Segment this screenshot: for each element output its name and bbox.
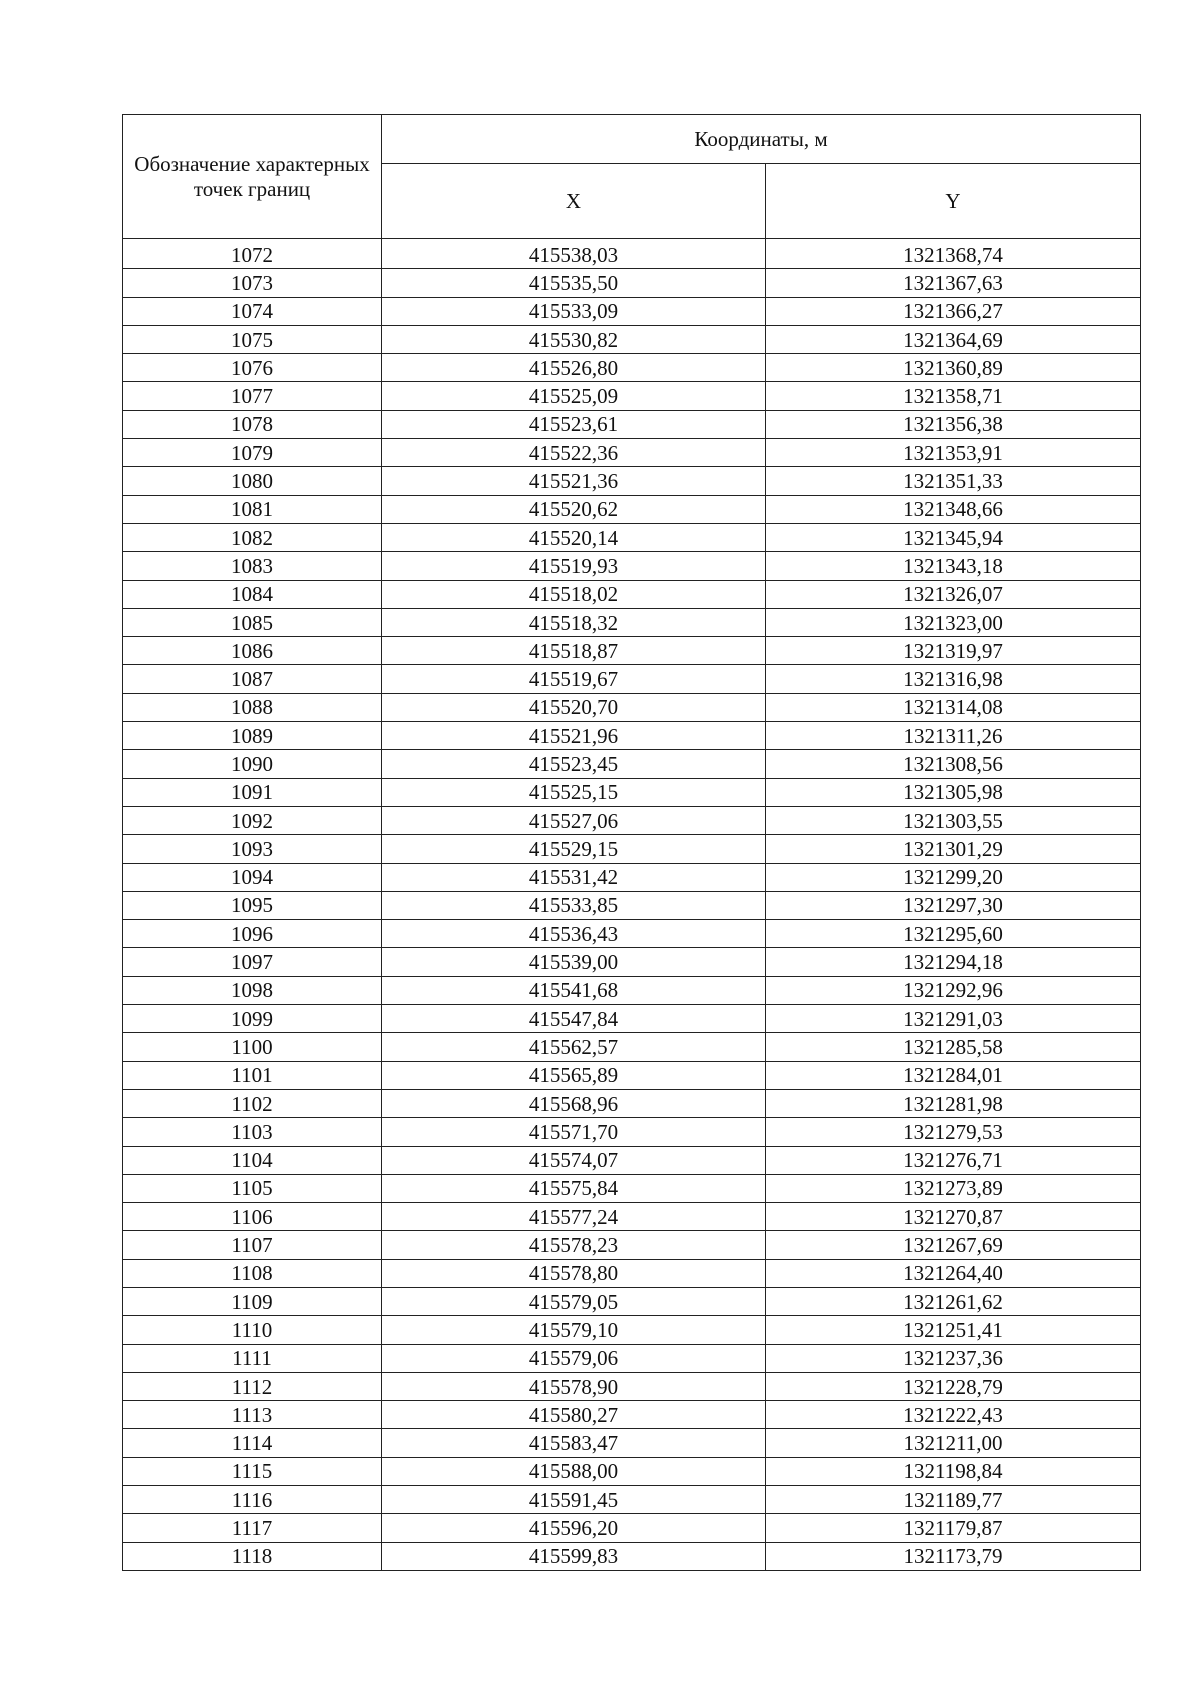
cell-x: 415580,27 [382, 1401, 766, 1429]
cell-x: 415520,70 [382, 693, 766, 721]
table-row [123, 778, 1141, 806]
table-row [123, 1174, 1141, 1202]
cell-y: 1321367,63 [766, 269, 1141, 297]
cell-x: 415535,50 [382, 269, 766, 297]
cell-point: 1088 [123, 693, 382, 721]
cell-point: 1092 [123, 806, 382, 834]
cell-y: 1321291,03 [766, 1005, 1141, 1033]
cell-y: 1321173,79 [766, 1542, 1141, 1570]
cell-y: 1321211,00 [766, 1429, 1141, 1457]
table-row [123, 806, 1141, 834]
cell-y: 1321294,18 [766, 948, 1141, 976]
cell-y: 1321270,87 [766, 1203, 1141, 1231]
cell-x: 415536,43 [382, 920, 766, 948]
cell-y: 1321228,79 [766, 1372, 1141, 1400]
cell-point: 1108 [123, 1259, 382, 1287]
table-row [123, 354, 1141, 382]
table-row [123, 693, 1141, 721]
cell-y: 1321284,01 [766, 1061, 1141, 1089]
cell-x: 415518,02 [382, 580, 766, 608]
cell-y: 1321301,29 [766, 835, 1141, 863]
cell-x: 415562,57 [382, 1033, 766, 1061]
cell-x: 415578,90 [382, 1372, 766, 1400]
cell-y: 1321368,74 [766, 239, 1141, 269]
table-body [123, 239, 1141, 1571]
table-header [123, 115, 1141, 239]
cell-y: 1321343,18 [766, 552, 1141, 580]
cell-y: 1321348,66 [766, 495, 1141, 523]
cell-y: 1321292,96 [766, 976, 1141, 1004]
cell-point: 1075 [123, 325, 382, 353]
table-row [123, 1457, 1141, 1485]
cell-y: 1321358,71 [766, 382, 1141, 410]
table-row [123, 750, 1141, 778]
table-row [123, 552, 1141, 580]
cell-y: 1321351,33 [766, 467, 1141, 495]
cell-y: 1321316,98 [766, 665, 1141, 693]
cell-point: 1091 [123, 778, 382, 806]
table-row [123, 382, 1141, 410]
table-row [123, 269, 1141, 297]
table-row [123, 410, 1141, 438]
table-row [123, 1287, 1141, 1315]
cell-x: 415520,14 [382, 523, 766, 551]
cell-y: 1321353,91 [766, 439, 1141, 467]
table-row [123, 976, 1141, 1004]
cell-x: 415565,89 [382, 1061, 766, 1089]
cell-y: 1321279,53 [766, 1118, 1141, 1146]
cell-x: 415527,06 [382, 806, 766, 834]
table-row [123, 1231, 1141, 1259]
cell-point: 1096 [123, 920, 382, 948]
cell-y: 1321319,97 [766, 637, 1141, 665]
cell-point: 1097 [123, 948, 382, 976]
table-row [123, 1146, 1141, 1174]
table-row [123, 1486, 1141, 1514]
cell-point: 1086 [123, 637, 382, 665]
cell-x: 415596,20 [382, 1514, 766, 1542]
cell-x: 415526,80 [382, 354, 766, 382]
cell-x: 415531,42 [382, 863, 766, 891]
cell-point: 1093 [123, 835, 382, 863]
cell-y: 1321366,27 [766, 297, 1141, 325]
cell-x: 415575,84 [382, 1174, 766, 1202]
cell-y: 1321295,60 [766, 920, 1141, 948]
table-row [123, 665, 1141, 693]
cell-point: 1089 [123, 722, 382, 750]
table-row [123, 439, 1141, 467]
table-row [123, 1005, 1141, 1033]
cell-point: 1111 [123, 1344, 382, 1372]
cell-y: 1321237,36 [766, 1344, 1141, 1372]
cell-x: 415530,82 [382, 325, 766, 353]
cell-point: 1104 [123, 1146, 382, 1174]
table-row [123, 239, 1141, 269]
table-row [123, 835, 1141, 863]
header-coordinates: Координаты, м [382, 115, 1141, 164]
cell-x: 415538,03 [382, 239, 766, 269]
cell-x: 415568,96 [382, 1089, 766, 1117]
cell-point: 1117 [123, 1514, 382, 1542]
cell-point: 1098 [123, 976, 382, 1004]
cell-y: 1321299,20 [766, 863, 1141, 891]
cell-point: 1110 [123, 1316, 382, 1344]
table-row [123, 1542, 1141, 1570]
cell-y: 1321285,58 [766, 1033, 1141, 1061]
cell-y: 1321222,43 [766, 1401, 1141, 1429]
table-row [123, 1401, 1141, 1429]
cell-x: 415519,67 [382, 665, 766, 693]
cell-point: 1100 [123, 1033, 382, 1061]
cell-point: 1114 [123, 1429, 382, 1457]
table-row [123, 1372, 1141, 1400]
table-row [123, 891, 1141, 919]
cell-point: 1102 [123, 1089, 382, 1117]
cell-point: 1080 [123, 467, 382, 495]
cell-y: 1321251,41 [766, 1316, 1141, 1344]
cell-y: 1321323,00 [766, 608, 1141, 636]
cell-y: 1321303,55 [766, 806, 1141, 834]
table-row [123, 1344, 1141, 1372]
table-row [123, 467, 1141, 495]
cell-x: 415577,24 [382, 1203, 766, 1231]
cell-x: 415523,61 [382, 410, 766, 438]
cell-y: 1321273,89 [766, 1174, 1141, 1202]
cell-x: 415574,07 [382, 1146, 766, 1174]
cell-point: 1085 [123, 608, 382, 636]
cell-y: 1321345,94 [766, 523, 1141, 551]
table-row [123, 325, 1141, 353]
cell-point: 1112 [123, 1372, 382, 1400]
cell-y: 1321281,98 [766, 1089, 1141, 1117]
cell-x: 415521,36 [382, 467, 766, 495]
table-row [123, 1259, 1141, 1287]
cell-x: 415571,70 [382, 1118, 766, 1146]
table-row [123, 1429, 1141, 1457]
header-x: X [382, 164, 766, 239]
cell-x: 415525,15 [382, 778, 766, 806]
cell-point: 1090 [123, 750, 382, 778]
cell-point: 1084 [123, 580, 382, 608]
cell-x: 415519,93 [382, 552, 766, 580]
cell-x: 415522,36 [382, 439, 766, 467]
table-row [123, 1514, 1141, 1542]
table-row [123, 1089, 1141, 1117]
cell-y: 1321261,62 [766, 1287, 1141, 1315]
cell-point: 1074 [123, 297, 382, 325]
cell-x: 415591,45 [382, 1486, 766, 1514]
cell-y: 1321364,69 [766, 325, 1141, 353]
cell-y: 1321308,56 [766, 750, 1141, 778]
table-row [123, 1203, 1141, 1231]
table-row [123, 637, 1141, 665]
cell-point: 1087 [123, 665, 382, 693]
cell-point: 1073 [123, 269, 382, 297]
cell-point: 1101 [123, 1061, 382, 1089]
cell-x: 415533,09 [382, 297, 766, 325]
cell-x: 415541,68 [382, 976, 766, 1004]
cell-point: 1118 [123, 1542, 382, 1570]
cell-y: 1321189,77 [766, 1486, 1141, 1514]
cell-x: 415529,15 [382, 835, 766, 863]
cell-x: 415525,09 [382, 382, 766, 410]
table-row [123, 920, 1141, 948]
cell-point: 1077 [123, 382, 382, 410]
cell-x: 415579,05 [382, 1287, 766, 1315]
cell-point: 1076 [123, 354, 382, 382]
cell-point: 1079 [123, 439, 382, 467]
cell-point: 1081 [123, 495, 382, 523]
header-y: Y [766, 164, 1141, 239]
cell-x: 415523,45 [382, 750, 766, 778]
table-row [123, 495, 1141, 523]
cell-y: 1321311,26 [766, 722, 1141, 750]
cell-point: 1116 [123, 1486, 382, 1514]
cell-x: 415547,84 [382, 1005, 766, 1033]
coordinates-table [122, 114, 1141, 1571]
table-row [123, 608, 1141, 636]
cell-x: 415518,32 [382, 608, 766, 636]
cell-y: 1321179,87 [766, 1514, 1141, 1542]
cell-x: 415588,00 [382, 1457, 766, 1485]
cell-point: 1094 [123, 863, 382, 891]
cell-x: 415579,10 [382, 1316, 766, 1344]
cell-point: 1103 [123, 1118, 382, 1146]
table-row [123, 863, 1141, 891]
table-row [123, 1118, 1141, 1146]
cell-x: 415533,85 [382, 891, 766, 919]
document-page [122, 114, 1140, 1571]
cell-y: 1321326,07 [766, 580, 1141, 608]
cell-point: 1107 [123, 1231, 382, 1259]
table-row [123, 1316, 1141, 1344]
cell-y: 1321264,40 [766, 1259, 1141, 1287]
cell-point: 1099 [123, 1005, 382, 1033]
cell-point: 1113 [123, 1401, 382, 1429]
cell-point: 1082 [123, 523, 382, 551]
table-row [123, 1033, 1141, 1061]
table-row [123, 1061, 1141, 1089]
cell-y: 1321198,84 [766, 1457, 1141, 1485]
header-point-designation: Обозначение характерных точек границ [123, 115, 382, 239]
cell-y: 1321276,71 [766, 1146, 1141, 1174]
cell-y: 1321360,89 [766, 354, 1141, 382]
cell-x: 415518,87 [382, 637, 766, 665]
cell-point: 1078 [123, 410, 382, 438]
table-row [123, 580, 1141, 608]
cell-y: 1321356,38 [766, 410, 1141, 438]
table-row [123, 297, 1141, 325]
table-row [123, 523, 1141, 551]
cell-point: 1106 [123, 1203, 382, 1231]
table-row [123, 948, 1141, 976]
cell-point: 1083 [123, 552, 382, 580]
table-row [123, 722, 1141, 750]
cell-point: 1095 [123, 891, 382, 919]
cell-x: 415520,62 [382, 495, 766, 523]
cell-y: 1321305,98 [766, 778, 1141, 806]
cell-x: 415599,83 [382, 1542, 766, 1570]
cell-point: 1105 [123, 1174, 382, 1202]
cell-x: 415539,00 [382, 948, 766, 976]
cell-y: 1321297,30 [766, 891, 1141, 919]
cell-y: 1321267,69 [766, 1231, 1141, 1259]
cell-point: 1109 [123, 1287, 382, 1315]
cell-x: 415583,47 [382, 1429, 766, 1457]
cell-y: 1321314,08 [766, 693, 1141, 721]
cell-x: 415521,96 [382, 722, 766, 750]
cell-x: 415579,06 [382, 1344, 766, 1372]
cell-point: 1072 [123, 239, 382, 269]
cell-x: 415578,80 [382, 1259, 766, 1287]
cell-point: 1115 [123, 1457, 382, 1485]
cell-x: 415578,23 [382, 1231, 766, 1259]
